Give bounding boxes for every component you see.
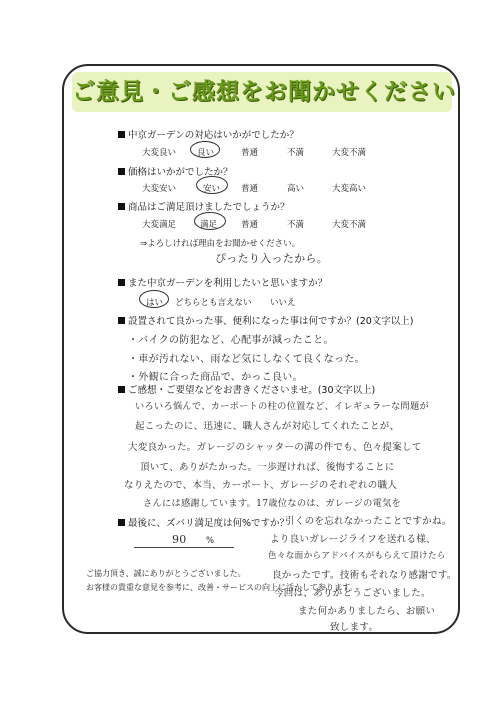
question-7 — [118, 515, 289, 529]
q6-answer-line-1: いろいろ悩んで、カーポートの柱の位置など、イレギュラーな問題が — [135, 401, 429, 412]
question-5-label: 設置されて良かった事、便利になった事は何ですか？(20文字以上) — [128, 316, 414, 327]
question-4 — [118, 275, 327, 289]
q2-option-3[interactable]: 普通 — [241, 184, 259, 194]
square-bullet-icon — [118, 519, 125, 526]
q3-option-2[interactable]: 満足 — [200, 220, 218, 230]
q2-option-4[interactable]: 高い — [287, 184, 305, 194]
q7-unit: % — [206, 536, 215, 546]
q7-answer-line — [134, 547, 234, 548]
q1-selection-circle — [190, 141, 220, 158]
survey-title: ご意見・ご感想をお聞かせください — [72, 72, 452, 112]
q2-selection-circle — [196, 176, 228, 194]
q4-option-3[interactable]: いいえ — [270, 298, 296, 308]
question-3 — [118, 199, 290, 213]
q6-answer-line-7: 引くのを忘れなかったことですかね。 — [285, 516, 452, 527]
q6-answer-line-13: 致します。 — [330, 622, 379, 633]
footer-thanks: ご協力頂き、誠にありがとうございました。 — [86, 569, 246, 578]
question-7-label: 最後に、ズバリ満足度は何%ですか？ — [128, 518, 290, 529]
q6-answer-line-3: 大変良かった。ガレージのシャッターの溝の件でも、色々提案して — [128, 442, 422, 453]
q3-option-1[interactable]: 大変満足 — [142, 220, 177, 230]
q2-option-1[interactable]: 大変安い — [142, 184, 177, 194]
q1-option-2[interactable]: 良い — [197, 148, 215, 158]
square-bullet-icon — [118, 317, 125, 324]
question-4-label: また中京ガーデンを利用したいと思いますか？ — [128, 278, 328, 289]
question-2-label: 価格はいかがでしたか？ — [128, 167, 233, 178]
square-bullet-icon — [118, 203, 125, 210]
q1-option-4[interactable]: 不満 — [287, 148, 305, 158]
q6-answer-line-10: 良かったです。技術もそれなり感謝です。 — [272, 570, 457, 581]
square-bullet-icon — [118, 279, 125, 286]
question-3-label: 商品はご満足頂けましたでしょうか？ — [128, 202, 290, 213]
q1-option-5[interactable]: 大変不満 — [332, 148, 367, 158]
footer-message: お客様の貴重な意見を参考に、改善・サービスの向上に活かして参ります。 — [86, 583, 358, 592]
q6-answer-line-11: 今回は、ありがとうございました。 — [274, 588, 431, 599]
q6-answer-line-5: なりえたので、本当、カーポート、ガレージのそれぞれの職人 — [124, 480, 398, 491]
q6-answer-line-12: また何かありましたら、お願い — [298, 606, 436, 617]
square-bullet-icon — [118, 386, 125, 393]
q4-selection-circle — [139, 290, 169, 308]
q7-value: 90 — [172, 533, 187, 546]
q5-answer-1: ・バイクの防犯など、心配事が減ったこと。 — [128, 335, 334, 346]
q6-answer-line-9: 色々な面からアドバイスがもらえて頂けたら — [268, 551, 446, 561]
q1-option-3[interactable]: 普通 — [241, 148, 259, 158]
q3-option-4[interactable]: 不満 — [287, 220, 305, 230]
q3-option-3[interactable]: 普通 — [241, 220, 259, 230]
q2-option-2[interactable]: 安い — [203, 184, 221, 194]
question-1 — [118, 127, 299, 141]
q5-answer-2: ・車が汚れない、雨など気にしなくて良くなった。 — [128, 354, 365, 365]
q3-reason-prompt: ⇒よろしければ理由をお聞かせください。 — [140, 239, 301, 249]
q4-option-2[interactable]: どちらとも言えない — [175, 298, 252, 308]
q3-reason-answer: ぴったり入ったから。 — [215, 252, 328, 265]
square-bullet-icon — [118, 131, 125, 138]
square-bullet-icon — [118, 168, 125, 175]
q6-answer-line-6: さんには感謝しています。17歳位なのは、ガレージの電気を — [143, 498, 402, 509]
q1-option-1[interactable]: 大変良い — [142, 148, 177, 158]
q5-answer-3: ・外観に合った商品で、かっこ良い。 — [128, 372, 303, 383]
question-6 — [118, 382, 375, 396]
q3-option-5[interactable]: 大変不満 — [332, 220, 367, 230]
question-1-label: 中京ガーデンの対応はいかがでしたか？ — [128, 130, 299, 141]
q4-option-1[interactable]: はい — [146, 298, 164, 308]
question-6-label: ご感想・ご要望などをお書きくださいませ。(30文字以上) — [128, 385, 376, 396]
q3-selection-circle — [194, 212, 226, 230]
q6-answer-line-8: より良いガレージライフを送れる様、 — [270, 534, 436, 545]
q6-answer-line-4: 頂いて、ありがたかった。一歩遅ければ、後悔することに — [140, 462, 395, 473]
q6-answer-line-2: 起こったのに、迅速に、職人さんが対応してくれたことが、 — [135, 421, 400, 432]
question-5 — [118, 313, 414, 327]
q2-option-5[interactable]: 大変高い — [332, 184, 367, 194]
